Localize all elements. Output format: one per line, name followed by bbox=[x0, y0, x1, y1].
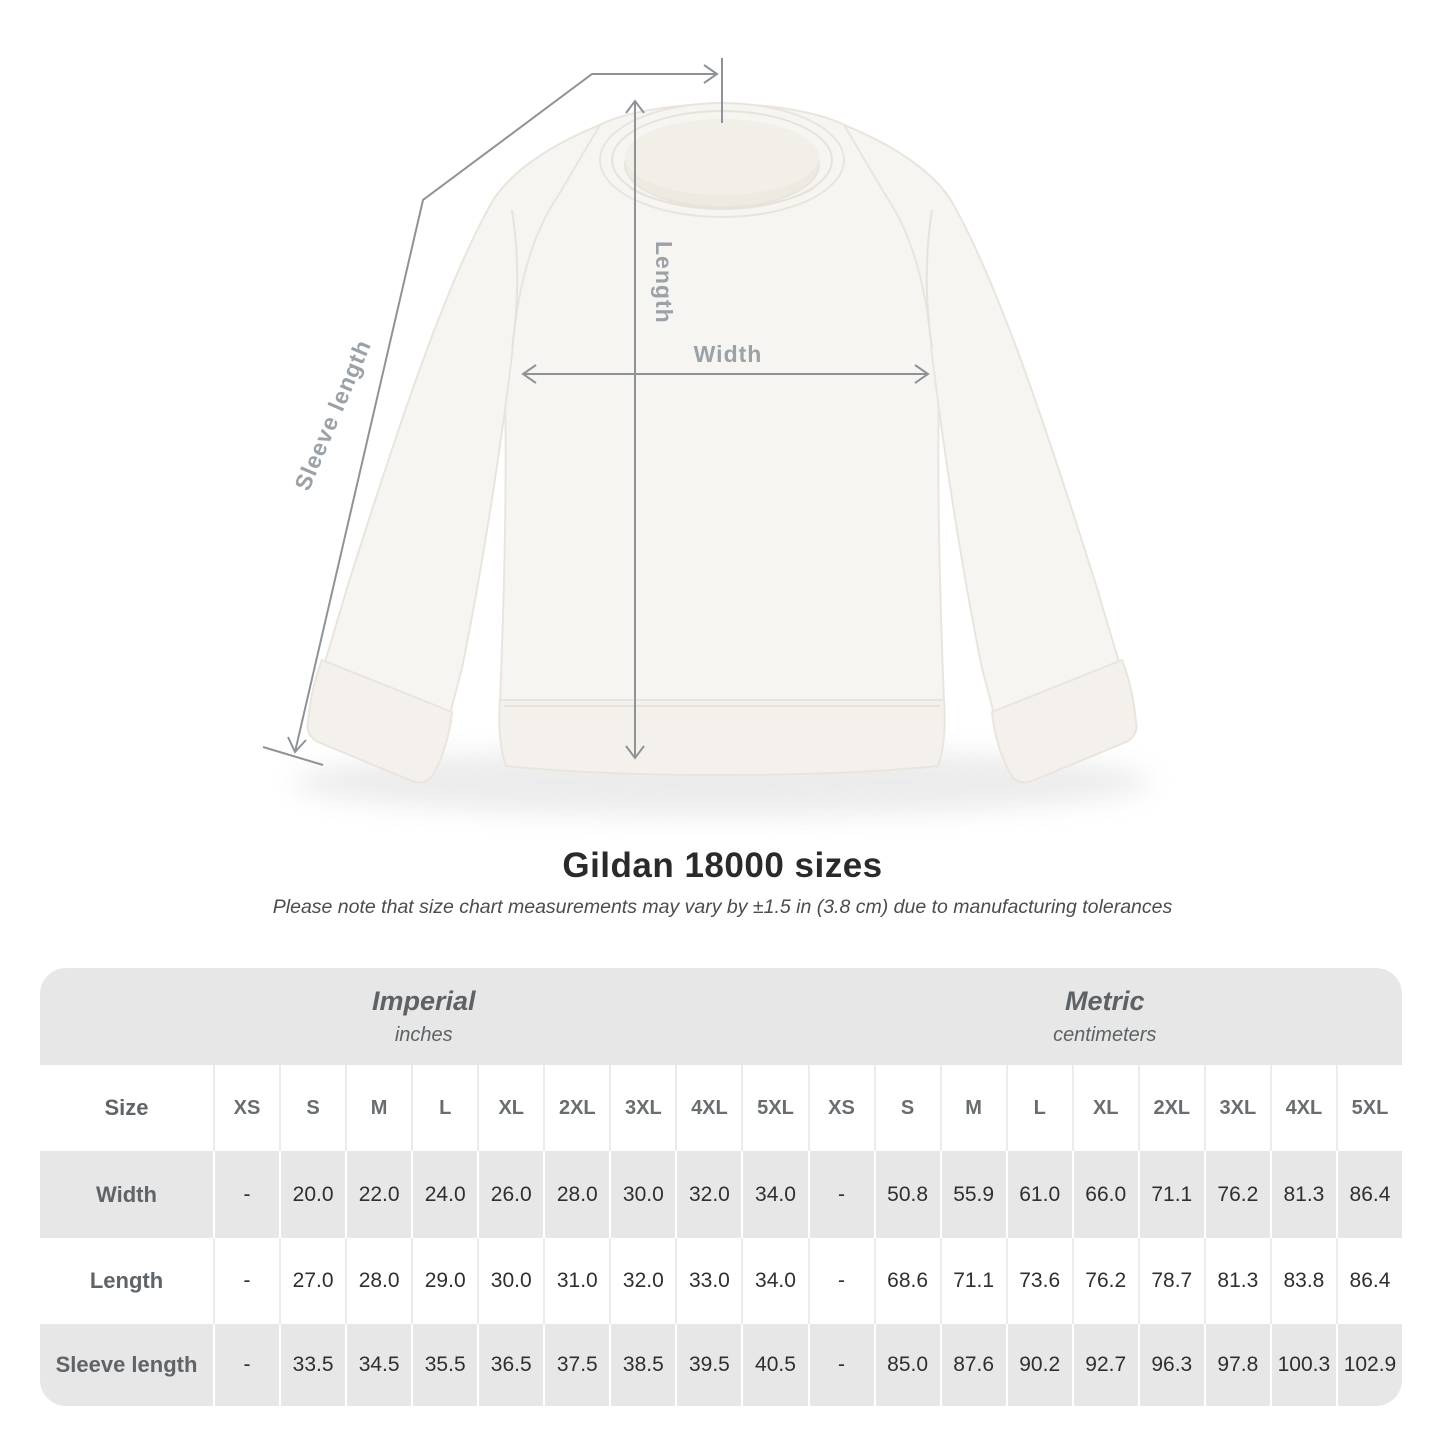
metric-unit: centimeters bbox=[1053, 1024, 1157, 1046]
table-cell: 71.1 bbox=[1138, 1151, 1204, 1238]
table-cell: 33.5 bbox=[279, 1324, 345, 1406]
table-cell: 37.5 bbox=[543, 1324, 609, 1406]
size-col-header: S bbox=[279, 1065, 345, 1151]
table-cell: 92.7 bbox=[1072, 1324, 1138, 1406]
table-cell: 34.0 bbox=[741, 1151, 807, 1238]
table-cell: 71.1 bbox=[940, 1238, 1006, 1324]
size-col-header: XS bbox=[213, 1065, 279, 1151]
table-cell: 40.5 bbox=[741, 1324, 807, 1406]
table-cell: 36.5 bbox=[477, 1324, 543, 1406]
size-table bbox=[40, 968, 1402, 1406]
table-cell: 24.0 bbox=[411, 1151, 477, 1238]
imperial-header bbox=[40, 968, 808, 1065]
width-label: Width bbox=[693, 341, 763, 367]
imperial-unit: inches bbox=[394, 1024, 453, 1046]
table-cell: 33.0 bbox=[675, 1238, 741, 1324]
table-cell: 86.4 bbox=[1336, 1151, 1402, 1238]
sleeve-length-row bbox=[40, 1324, 1402, 1406]
table-cell: - bbox=[213, 1238, 279, 1324]
size-col-header: 3XL bbox=[609, 1065, 675, 1151]
size-chart-title: Gildan 18000 sizes bbox=[562, 846, 883, 885]
table-cell: 28.0 bbox=[543, 1151, 609, 1238]
size-col-header: S bbox=[874, 1065, 940, 1151]
size-col-header: L bbox=[1006, 1065, 1072, 1151]
table-cell: 97.8 bbox=[1204, 1324, 1270, 1406]
table-cell: - bbox=[213, 1151, 279, 1238]
table-cell: 55.9 bbox=[940, 1151, 1006, 1238]
size-col-header: 2XL bbox=[1138, 1065, 1204, 1151]
table-cell: 35.5 bbox=[411, 1324, 477, 1406]
table-cell: 100.3 bbox=[1270, 1324, 1336, 1406]
size-col-header: XL bbox=[477, 1065, 543, 1151]
table-cell: 32.0 bbox=[675, 1151, 741, 1238]
size-col-header: L bbox=[411, 1065, 477, 1151]
table-cell: - bbox=[808, 1324, 874, 1406]
table-cell: 31.0 bbox=[543, 1238, 609, 1324]
table-cell: 102.9 bbox=[1336, 1324, 1402, 1406]
size-col-header: 5XL bbox=[741, 1065, 807, 1151]
table-cell: 38.5 bbox=[609, 1324, 675, 1406]
size-column-header: Size bbox=[104, 1095, 149, 1120]
table-cell: 32.0 bbox=[609, 1238, 675, 1324]
table-cell: 83.8 bbox=[1270, 1238, 1336, 1324]
table-cell: 29.0 bbox=[411, 1238, 477, 1324]
table-cell: 22.0 bbox=[345, 1151, 411, 1238]
size-col-header: 3XL bbox=[1204, 1065, 1270, 1151]
row-label: Sleeve length bbox=[55, 1352, 198, 1377]
size-col-header: M bbox=[345, 1065, 411, 1151]
table-cell: 50.8 bbox=[874, 1151, 940, 1238]
table-cell: - bbox=[213, 1324, 279, 1406]
size-col-header: 4XL bbox=[675, 1065, 741, 1151]
table-cell: 85.0 bbox=[874, 1324, 940, 1406]
table-cell: 86.4 bbox=[1336, 1238, 1402, 1324]
unit-group-header-row bbox=[40, 968, 1402, 1065]
table-cell: 96.3 bbox=[1138, 1324, 1204, 1406]
metric-title: Metric bbox=[1064, 986, 1145, 1016]
table-cell: - bbox=[808, 1238, 874, 1324]
table-cell: 81.3 bbox=[1270, 1151, 1336, 1238]
metric-header bbox=[808, 968, 1403, 1065]
table-cell: - bbox=[808, 1151, 874, 1238]
size-col-header: 2XL bbox=[543, 1065, 609, 1151]
length-label: Length bbox=[651, 241, 677, 324]
row-label: Length bbox=[89, 1268, 164, 1293]
table-cell: 26.0 bbox=[477, 1151, 543, 1238]
table-cell: 27.0 bbox=[279, 1238, 345, 1324]
table-cell: 68.6 bbox=[874, 1238, 940, 1324]
table-cell: 34.5 bbox=[345, 1324, 411, 1406]
table-cell: 81.3 bbox=[1204, 1238, 1270, 1324]
table-cell: 90.2 bbox=[1006, 1324, 1072, 1406]
row-label: Width bbox=[96, 1181, 157, 1207]
table-cell: 28.0 bbox=[345, 1238, 411, 1324]
size-chart-note: Please note that size chart measurements may vary by ±1.5 in (3.8 cm) due to manufacturing tolerances bbox=[272, 896, 1173, 918]
table-cell: 73.6 bbox=[1006, 1238, 1072, 1324]
table-cell: 66.0 bbox=[1072, 1151, 1138, 1238]
width-row bbox=[40, 1151, 1402, 1238]
table-cell: 76.2 bbox=[1072, 1238, 1138, 1324]
table-cell: 61.0 bbox=[1006, 1151, 1072, 1238]
sleeve-length-label: Sleeve length bbox=[289, 335, 377, 495]
imperial-title: Imperial bbox=[371, 986, 476, 1016]
table-cell: 20.0 bbox=[279, 1151, 345, 1238]
table-cell: 30.0 bbox=[609, 1151, 675, 1238]
size-header-row bbox=[40, 1065, 1402, 1151]
table-cell: 39.5 bbox=[675, 1324, 741, 1406]
size-col-header: XS bbox=[808, 1065, 874, 1151]
table-cell: 87.6 bbox=[940, 1324, 1006, 1406]
table-cell: 30.0 bbox=[477, 1238, 543, 1324]
size-col-header: M bbox=[940, 1065, 1006, 1151]
size-col-header: 4XL bbox=[1270, 1065, 1336, 1151]
length-row bbox=[40, 1238, 1402, 1324]
table-cell: 34.0 bbox=[741, 1238, 807, 1324]
size-col-header: 5XL bbox=[1336, 1065, 1402, 1151]
table-cell: 78.7 bbox=[1138, 1238, 1204, 1324]
sweatshirt-illustration bbox=[307, 103, 1136, 782]
size-col-header: XL bbox=[1072, 1065, 1138, 1151]
table-cell: 76.2 bbox=[1204, 1151, 1270, 1238]
